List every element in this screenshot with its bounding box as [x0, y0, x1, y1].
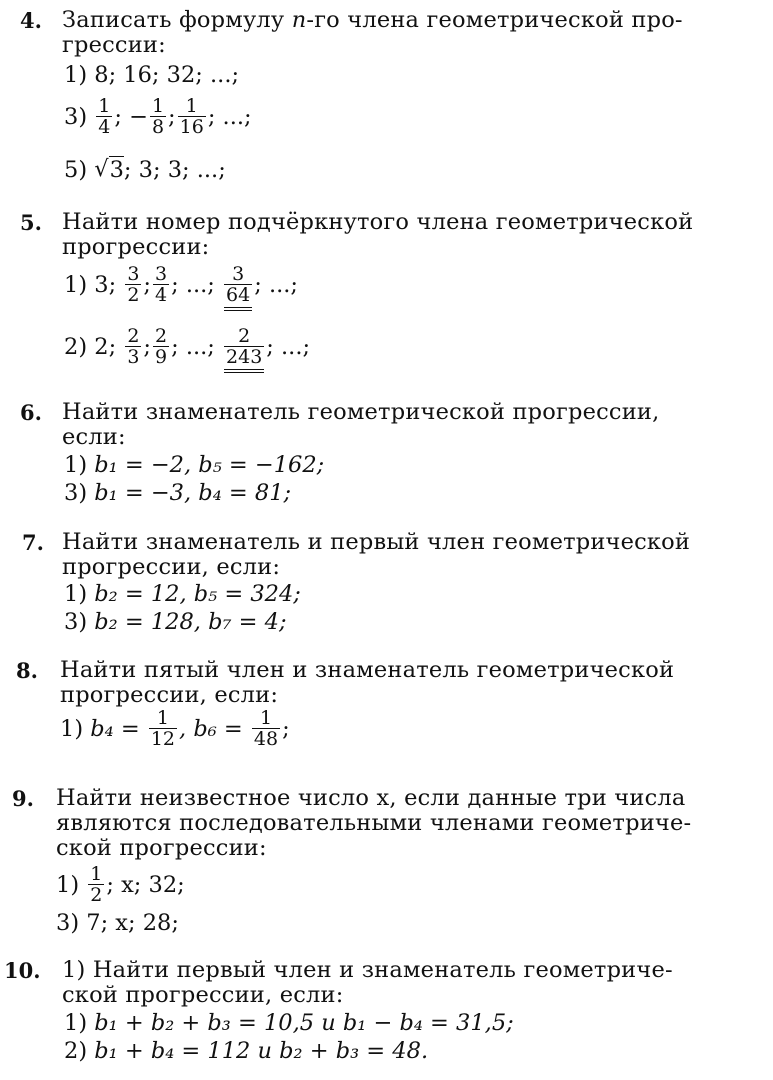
- problem-text: Найти неизвестное число x, если данные три числа являются последовательными членами геометриче- ской прогрессии:: [56, 785, 692, 861]
- list-item: 5) √ 3 ; 3; 3; ...;: [64, 156, 226, 183]
- fraction: $\frac{1}{8}$: [151, 95, 165, 138]
- fraction: $\frac{1}{16}$: [179, 95, 204, 138]
- problem-text: Найти номер подчёркнутого члена геометрической прогрессии:: [62, 209, 694, 260]
- underlined-term: $\frac{3}{64}$: [226, 263, 251, 306]
- list-item: 1) b₁ + b₂ + b₃ = 10,5 и b₁ − b₄ = 31,5;: [64, 1010, 514, 1036]
- list-item: 1) 3; $\frac{3}{2}$ ; $\frac{3}{4}$ ; ...; $\frac{3}{64}$ ; ...;: [64, 263, 298, 306]
- list-item: 1) 8; 16; 32; ...;: [64, 62, 240, 88]
- problem-text: Записать формулу n-го члена геометрической про- грессии:: [62, 7, 683, 58]
- fraction: $\frac{1}{12}$: [150, 707, 176, 750]
- problem-number: 8.: [16, 658, 38, 683]
- problem-text: 1) Найти первый член и знаменатель геометриче- ской прогрессии, если:: [62, 957, 673, 1008]
- list-item: 1) b₄ = $\frac{1}{12}$ , b₆ = $\frac{1}{48}$ ;: [60, 707, 290, 750]
- problem-number: 6.: [20, 400, 42, 425]
- fraction: $\frac{3}{4}$: [155, 263, 168, 306]
- problem-number: 10.: [4, 958, 41, 983]
- list-item: 2) 2; $\frac{2}{3}$ ; $\frac{2}{9}$ ; ...; $\frac{2}{243}$ ; ...;: [64, 325, 311, 368]
- problem-text: Найти знаменатель и первый член геометрической прогрессии, если:: [62, 529, 691, 580]
- list-item: 3) b₁ = −3, b₄ = 81;: [64, 480, 292, 506]
- fraction: $\frac{1}{48}$: [253, 707, 279, 750]
- list-item: 2) b₁ + b₄ = 112 и b₂ + b₃ = 48.: [64, 1038, 429, 1064]
- list-item: 1) $\frac{1}{2}$ ; x; 32;: [56, 863, 185, 906]
- list-item: 3) b₂ = 128, b₇ = 4;: [64, 609, 287, 635]
- problem-number: 4.: [20, 8, 42, 33]
- fraction: $\frac{1}{2}$: [90, 863, 103, 906]
- fraction: $\frac{3}{2}$: [127, 263, 140, 306]
- fraction: $\frac{2}{9}$: [155, 325, 168, 368]
- list-item: 3) 7; x; 28;: [56, 910, 179, 936]
- problem-number: 5.: [20, 210, 42, 235]
- list-item: 1) b₂ = 12, b₅ = 324;: [64, 581, 301, 607]
- underlined-term: $\frac{2}{243}$: [226, 325, 263, 368]
- list-item: 1) b₁ = −2, b₅ = −162;: [64, 452, 325, 478]
- list-item: 3) $\frac{1}{4}$ ; − $\frac{1}{8}$ ; $\frac{1}{16}$ ; ...;: [64, 95, 252, 138]
- fraction: $\frac{1}{4}$: [98, 95, 111, 138]
- problem-number: 9.: [12, 786, 34, 811]
- problem-text: Найти знаменатель геометрической прогрессии, если:: [62, 399, 660, 450]
- problem-number: 7.: [22, 530, 44, 555]
- square-root: √ 3: [94, 156, 124, 183]
- problem-text: Найти пятый член и знаменатель геометрической прогрессии, если:: [60, 657, 675, 708]
- fraction: $\frac{2}{3}$: [127, 325, 140, 368]
